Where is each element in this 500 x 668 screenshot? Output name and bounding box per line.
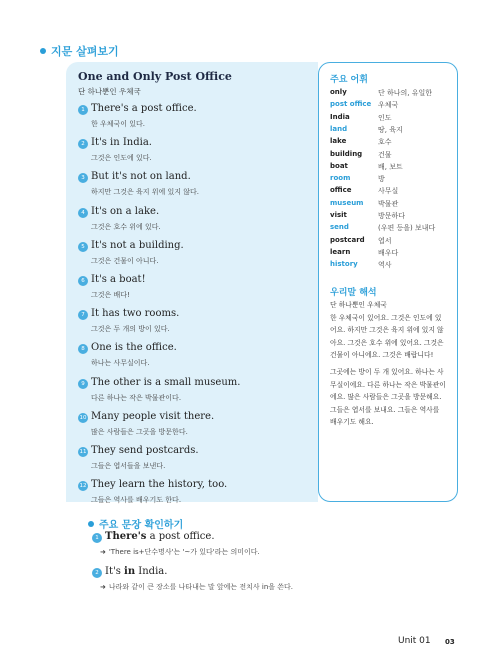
vocab-meaning: 방문하다	[378, 212, 406, 220]
sentence-english: It's a boat!	[91, 274, 146, 285]
translation-heading: 우리말 해석	[330, 288, 377, 298]
sentence-korean: 그것은 두 개의 방이 있다.	[91, 325, 170, 334]
sentence-english: It's not a building.	[91, 239, 184, 251]
vocab-word: send	[330, 223, 349, 232]
sentence-korean: 하나는 사무실이다.	[91, 359, 150, 368]
sentence-korean: 그들은 엽서들을 보낸다.	[91, 462, 166, 470]
vocab-meaning: 호수	[378, 138, 392, 147]
key-sentence-text	[105, 566, 167, 577]
vocab-meaning: 우체국	[378, 101, 399, 110]
translation-paragraph-1	[330, 299, 452, 362]
vocab-word: only	[330, 88, 347, 96]
vocab-word: building	[330, 149, 363, 158]
sentence-english: They send postcards.	[91, 445, 199, 456]
number-badge: 2	[92, 568, 102, 578]
number-badge: 4	[78, 208, 88, 218]
number-badge: 2	[78, 139, 88, 149]
sentence-english: The other is a small museum.	[91, 376, 241, 388]
key-sentence-bold: in	[124, 566, 136, 577]
vocab-word: postcard	[330, 235, 365, 244]
sentence-korean: 그것은 인도에 있다.	[91, 154, 152, 163]
vocab-meaning: 역사	[378, 261, 392, 270]
translation-line: 단 하나뿐인 우체국	[330, 301, 387, 309]
passage-subtitle: 단 하나뿐인 우체국	[78, 87, 141, 96]
key-sentence-rest: India.	[135, 566, 168, 577]
sentence-english: But it's not on land.	[91, 171, 191, 183]
bullet-icon	[88, 521, 94, 527]
vocab-word: lake	[330, 137, 347, 146]
key-sentence-bold: There's	[105, 531, 147, 542]
sentence-korean: 그것은 호수 위에 있다.	[91, 222, 161, 231]
vocab-meaning: 박물관	[378, 199, 399, 208]
sentence-english: Many people visit there.	[91, 410, 215, 422]
translation-line: 한 우체국이 있어요. 그것은 인도에 있	[330, 313, 442, 322]
translation-paragraph-2	[330, 366, 452, 429]
vocab-word: museum	[330, 198, 364, 207]
vocab-meaning: 단 하나의, 유일한	[378, 89, 433, 97]
vocab-meaning: 사무실	[378, 187, 399, 196]
sentence-korean: 하지만 그것은 육지 위에 있지 않다.	[91, 188, 200, 197]
translation-line: 아요. 그것은 호수 위에 있어요. 그것은	[330, 338, 444, 347]
translation-line: 그곳에는 방이 두 개 있어요. 하나는 사	[330, 368, 444, 376]
vocab-meaning: 인도	[378, 113, 392, 122]
key-sentences-heading-text: 주요 문장 확인하기	[99, 520, 184, 531]
number-badge: 6	[78, 276, 88, 286]
number-badge: 5	[78, 242, 88, 252]
sentence-korean: 많은 사람들은 그곳을 방문한다.	[91, 427, 188, 436]
sentence-english: There's a post office.	[91, 103, 197, 114]
key-sentence-text	[105, 531, 215, 542]
sentence-english: It has two rooms.	[91, 308, 180, 320]
section-title-text: 지문 살펴보기	[51, 45, 119, 58]
sentence-korean: 그것은 배다!	[91, 291, 130, 299]
arrow-right-icon: ➜	[100, 583, 106, 591]
section-title	[40, 43, 119, 59]
sentence-korean: 그들은 역사를 배우기도 한다.	[91, 496, 182, 505]
vocab-word: visit	[330, 211, 347, 219]
vocab-meaning: 배우다	[378, 248, 399, 257]
page-number: 03	[445, 638, 455, 646]
number-badge: 3	[78, 173, 88, 183]
vocab-meaning: 배, 보트	[378, 162, 403, 171]
translation-line: 무실이에요. 다른 하나는 작은 박물관이	[330, 380, 446, 389]
number-badge: 10	[79, 414, 87, 421]
unit-label: Unit 01	[398, 636, 431, 646]
number-badge: 9	[78, 379, 88, 389]
vocab-word: India	[330, 112, 350, 121]
translation-line: 그들은 엽서를 보내요. 그들은 역사를	[330, 405, 440, 414]
vocab-word: learn	[330, 247, 351, 256]
number-badge: 1	[92, 533, 102, 543]
sentence-english: They learn the history, too.	[91, 479, 228, 491]
key-sentence-rest: a post office.	[146, 531, 215, 542]
vocab-word: land	[330, 124, 348, 133]
key-sentences-heading	[88, 516, 183, 531]
number-badge: 11	[79, 449, 87, 455]
vocab-meaning: 건물	[378, 150, 392, 159]
number-badge: 7	[78, 310, 88, 320]
vocab-meaning: (우편 등을) 보내다	[378, 224, 436, 233]
number-badge: 1	[78, 105, 88, 115]
number-badge: 8	[78, 344, 88, 354]
key-sentence-pre: It's	[105, 566, 125, 577]
passage-title: One and Only Post Office	[78, 70, 232, 83]
key-sentence-note	[100, 582, 293, 592]
sentence-english: One is the office.	[91, 342, 177, 354]
vocab-meaning: 방	[378, 175, 385, 184]
vocab-word: room	[330, 174, 351, 183]
vocab-word: boat	[330, 161, 348, 170]
key-sentence-note-text: 나라와 같이 큰 장소를 나타내는 말 앞에는 전치사 in을 쓴다.	[108, 583, 294, 591]
number-badge: 12	[79, 483, 87, 490]
vocab-heading: 주요 어휘	[330, 75, 368, 85]
vocab-meaning: 땅, 육지	[378, 125, 403, 134]
vocab-word: history	[330, 260, 358, 269]
sentence-korean: 한 우체국이 있다.	[91, 120, 146, 128]
bullet-icon	[40, 48, 46, 54]
vocab-word: post office	[330, 100, 372, 109]
translation-line: 에요. 많은 사람들은 그곳을 방문해요.	[330, 393, 442, 401]
sentence-korean: 다른 하나는 작은 박물관이다.	[91, 393, 182, 402]
translation-line: 배우기도 해요.	[330, 418, 374, 426]
sentence-english: It's in India.	[91, 137, 152, 149]
key-sentence-note	[100, 547, 260, 557]
arrow-right-icon: ➜	[100, 548, 106, 556]
translation-line: 건물이 아니에요. 그것은 배랍니다!	[330, 351, 434, 359]
sentence-english: It's on a lake.	[91, 205, 160, 217]
vocab-meaning: 엽서	[378, 236, 392, 245]
key-sentence-note-text: 'There is+단수명사'는 '~가 있다'라는 의미이다.	[108, 548, 260, 556]
sentence-korean: 그것은 건물이 아니다.	[91, 256, 159, 265]
translation-line: 어요. 하지만 그것은 육지 위에 있지 않	[330, 326, 444, 334]
vocab-word: office	[330, 186, 352, 195]
